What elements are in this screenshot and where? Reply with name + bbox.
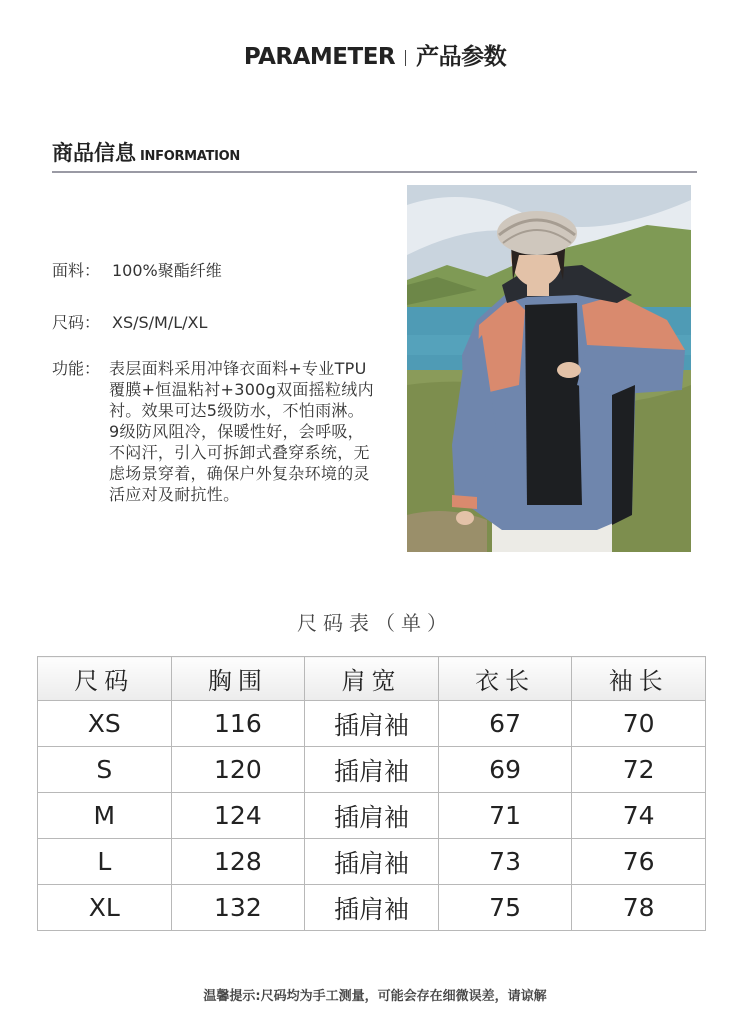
cell-length: 67: [438, 701, 572, 747]
cell-chest: 124: [171, 793, 305, 839]
header-zh: 产品参数: [416, 44, 507, 70]
size-table-header: [38, 657, 706, 701]
header-shoulder: 肩宽: [305, 657, 439, 701]
cell-size: XL: [38, 885, 172, 931]
info-title: [52, 137, 240, 167]
spec-size-value: XS/S/M/L/XL: [112, 313, 208, 332]
spec-fabric: [52, 260, 222, 281]
cell-shoulder: 插肩袖: [305, 793, 439, 839]
cell-size: S: [38, 747, 172, 793]
header-length: 衣长: [438, 657, 572, 701]
cell-shoulder: 插肩袖: [305, 839, 439, 885]
header-sleeve: 袖长: [572, 657, 706, 701]
cell-length: 69: [438, 747, 572, 793]
spec-function-label: 功能：: [52, 359, 101, 378]
table-row: [38, 885, 706, 931]
cell-size: XS: [38, 701, 172, 747]
header-chest: 胸围: [171, 657, 305, 701]
header-divider: [405, 50, 406, 66]
cell-sleeve: 70: [572, 701, 706, 747]
cell-sleeve: 74: [572, 793, 706, 839]
table-row: [38, 839, 706, 885]
page-header: [0, 38, 750, 71]
spec-size-label: 尺码：: [52, 313, 101, 332]
cell-sleeve: 76: [572, 839, 706, 885]
spec-fabric-value: 100%聚酯纤维: [112, 261, 222, 280]
cell-chest: 132: [171, 885, 305, 931]
cell-chest: 116: [171, 701, 305, 747]
cell-chest: 128: [171, 839, 305, 885]
table-row: [38, 701, 706, 747]
size-table: [37, 656, 706, 931]
table-row: [38, 747, 706, 793]
header-size: 尺码: [38, 657, 172, 701]
cell-sleeve: 78: [572, 885, 706, 931]
spec-fabric-label: 面料：: [52, 261, 101, 280]
info-title-zh: 商品信息: [52, 141, 136, 165]
size-chart-title: 尺码表（单）: [297, 611, 453, 635]
cell-shoulder: 插肩袖: [305, 885, 439, 931]
cell-sleeve: 72: [572, 747, 706, 793]
product-photo: [407, 185, 691, 552]
table-row: [38, 793, 706, 839]
info-title-en: INFORMATION: [140, 149, 240, 164]
cell-length: 71: [438, 793, 572, 839]
spec-function-value: 表层面料采用冲锋衣面料+专业TPU覆膜+恒温粘衬+300g双面摇粒绒内衬。效果可达5级防水，不怕雨淋。9级防风阻冷，保暖性好，会呼吸，不闷汗，引入可拆卸式叠穿系统，无虑场景穿着，确保户外复杂环境的灵活应对及耐抗性。: [109, 359, 374, 504]
footnote: 温馨提示:尺码均为手工测量，可能会存在细微误差，请谅解: [203, 989, 547, 1004]
cell-length: 73: [438, 839, 572, 885]
header-en: PARAMETER: [243, 44, 396, 70]
cell-shoulder: 插肩袖: [305, 701, 439, 747]
cell-shoulder: 插肩袖: [305, 747, 439, 793]
cell-length: 75: [438, 885, 572, 931]
info-divider: [52, 171, 697, 173]
cell-chest: 120: [171, 747, 305, 793]
cell-size: M: [38, 793, 172, 839]
cell-size: L: [38, 839, 172, 885]
spec-size: [52, 312, 207, 333]
